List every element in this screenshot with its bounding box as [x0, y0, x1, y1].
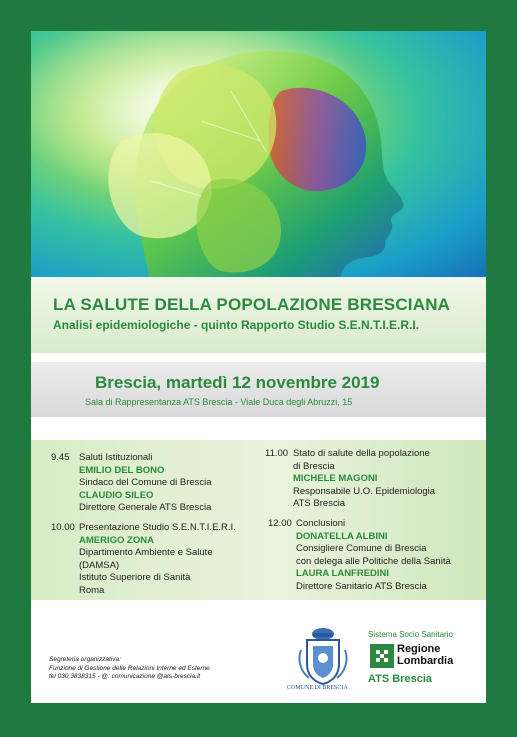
speaker-role: ATS Brescia	[293, 498, 346, 509]
slot-label: Presentazione Studio S.E.N.T.I.E.R.I.	[79, 522, 236, 533]
event-venue: Sala di Rappresentanza ATS Brescia - Viale Duca degli Abruzzi, 15	[85, 397, 353, 407]
slot-time: 10.00	[51, 522, 75, 533]
speaker-name: EMILIO DEL BONO	[79, 464, 165, 476]
footer	[31, 600, 486, 703]
poster	[31, 31, 486, 703]
event-subtitle: Analisi epidemiologiche - quinto Rapporto Studio S.E.N.T.I.E.R.I.	[53, 318, 420, 332]
comune-label: COMUNE DI BRESCIA	[287, 685, 348, 691]
slot-label: Stato di salute della popolazione	[293, 448, 430, 459]
slot-time: 12.00	[268, 518, 292, 529]
slot-label: Saluti Istituzionali	[79, 452, 153, 463]
secretariat-info	[49, 656, 210, 682]
speaker-role: Direttore Generale ATS Brescia	[79, 502, 212, 513]
program-slot	[51, 522, 236, 597]
secretariat-dept: Funzione di Gestione delle Relazioni Interne ed Esterne	[49, 664, 210, 672]
regione-lombardia-label	[397, 643, 453, 667]
head-leaves-illustration	[31, 31, 486, 277]
speaker-name: DONATELLA ALBINI	[296, 530, 388, 542]
hero-image	[31, 31, 486, 277]
slot-time: 11.00	[265, 448, 289, 459]
speaker-role: Direttore Sanitario ATS Brescia	[296, 580, 427, 592]
speaker-role: Sindaco del Comune di Brescia	[79, 477, 212, 488]
regione-lombardia-logo-icon	[370, 644, 394, 668]
speaker-role: Responsabile U.O. Epidemiologia	[293, 485, 436, 497]
speaker-role: Roma	[79, 584, 105, 596]
event-date: Brescia, martedì 12 novembre 2019	[95, 373, 380, 392]
speaker-name: MICHELE MAGONI	[293, 473, 378, 484]
regione-line2: Lombardia	[397, 655, 454, 667]
speaker-role: Dipartimento Ambiente e Salute	[79, 547, 213, 558]
program-slot	[268, 518, 451, 593]
speaker-name: CLAUDIO SILEO	[79, 489, 154, 501]
ats-brescia-label: ATS Brescia	[368, 673, 432, 685]
speaker-role: di Brescia	[293, 460, 335, 472]
speaker-role: Istituto Superiore di Sanità	[79, 572, 191, 583]
program	[31, 440, 486, 600]
regione-line1: Regione	[397, 643, 441, 655]
slot-time: 9.45	[51, 452, 70, 463]
title-band	[31, 277, 486, 353]
secretariat-title: Segreteria organizzativa:	[49, 656, 121, 663]
speaker-role: (DAMSA)	[79, 559, 120, 571]
sistema-socio-sanitario: Sistema Socio Sanitario	[368, 630, 453, 639]
event-title: LA SALUTE DELLA POPOLAZIONE BRESCIANA	[53, 295, 451, 314]
program-slot	[265, 448, 435, 511]
speaker-role: con delega alle Politiche della Sanità	[296, 555, 451, 567]
date-band	[31, 362, 486, 417]
program-slot	[51, 452, 212, 515]
slot-label: Conclusioni	[296, 518, 346, 529]
speaker-name: LAURA LANFREDINI	[296, 568, 390, 579]
secretariat-contact: tel 030.3838315 - @: comunicazione @ats-brescia.it	[49, 673, 201, 680]
speaker-name: AMERIGO ZONA	[79, 534, 154, 546]
speaker-role: Consigliere Comune di Brescia	[296, 543, 427, 554]
